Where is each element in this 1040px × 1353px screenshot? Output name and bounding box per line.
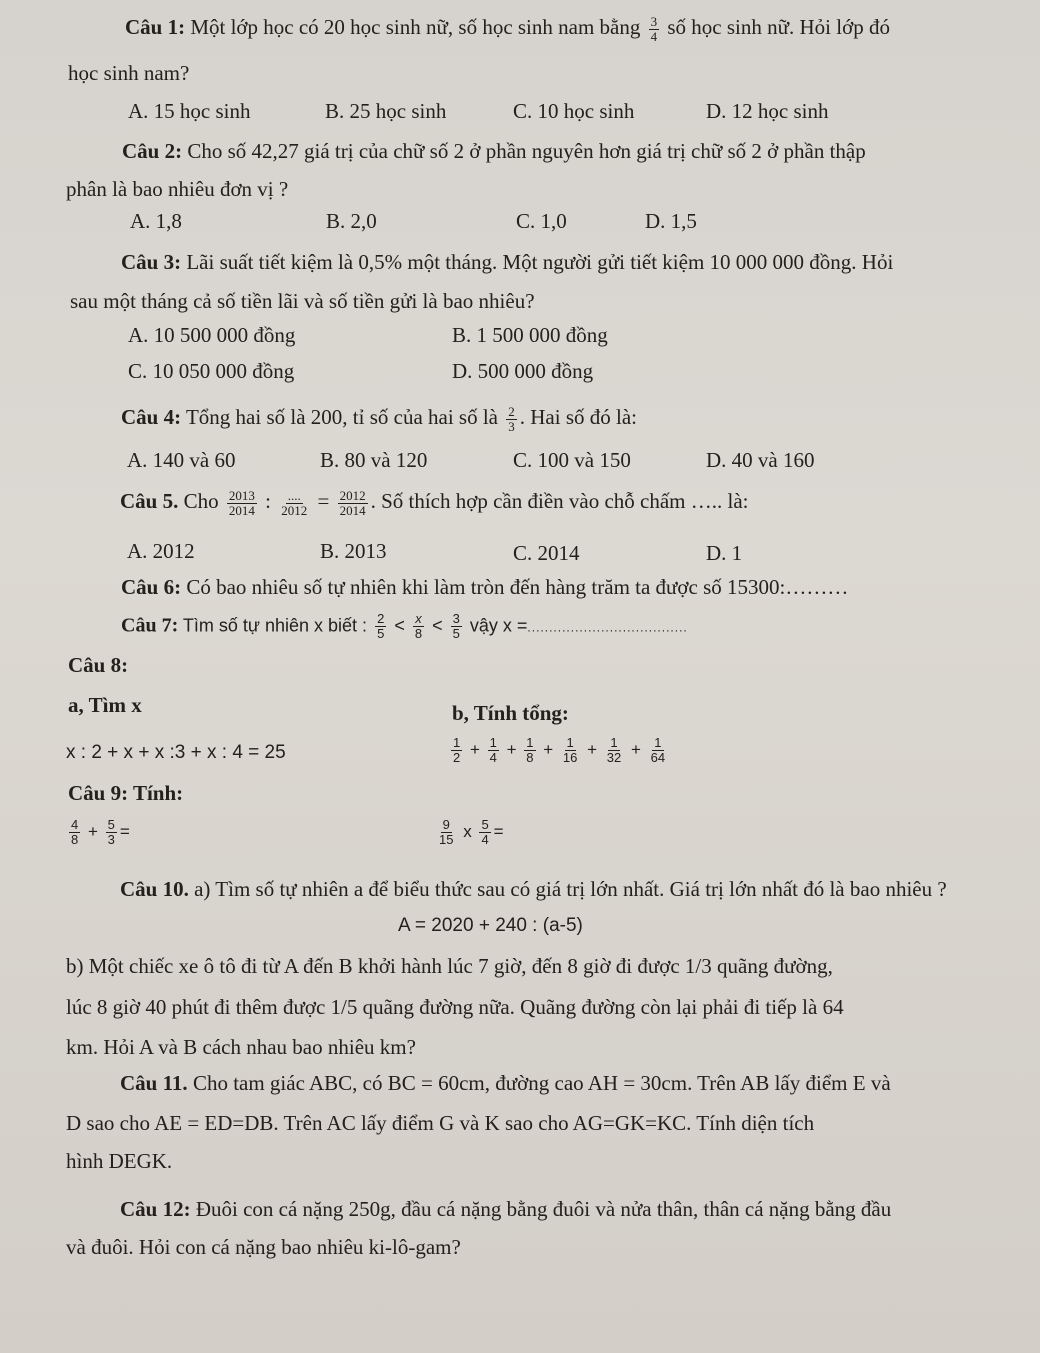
q9-e1-eq: = xyxy=(119,821,130,841)
q10-text: a) Tìm số tự nhiên a để biểu thức sau có giá trị lớn nhất. Giá trị lớn nhất đó là bao nhiêu ? xyxy=(194,877,947,901)
q3-option-a: A. 10 500 000 đồng xyxy=(128,323,296,347)
q8b-frac-4-num: 1 xyxy=(566,735,574,750)
q4-line1 xyxy=(121,404,637,434)
q9-e1-f2-den: 3 xyxy=(107,832,115,847)
q5-f2-num: .... xyxy=(287,487,301,503)
q9-e2-f2-num: 5 xyxy=(481,817,489,832)
q8b-plus-4: + xyxy=(587,739,598,759)
q9-e2-f2-den: 4 xyxy=(481,832,489,847)
q8b-frac-6-num: 1 xyxy=(654,735,662,750)
q4-text-b: . Hai số đó là: xyxy=(519,405,637,429)
q2-option-c: C. 1,0 xyxy=(516,209,567,233)
q2-option-b: B. 2,0 xyxy=(326,209,377,233)
q9-e1-f1-num: 4 xyxy=(71,817,79,832)
q10-b-line1: b) Một chiếc xe ô tô đi từ A đến B khởi hành lúc 7 giờ, đến 8 giờ đi được 1/3 quãng đường, xyxy=(66,954,833,978)
q7-f2-den: 8 xyxy=(414,626,423,641)
q3-option-c: C. 10 050 000 đồng xyxy=(128,359,295,383)
q8b-plus-5: + xyxy=(631,739,641,759)
q10-label: Câu 10. xyxy=(120,877,189,901)
q11-line1 xyxy=(120,1070,891,1096)
q4-option-a: A. 140 và 60 xyxy=(127,448,236,472)
q8a-expression: x : 2 + x + x :3 + x : 4 = 25 xyxy=(66,742,286,763)
q9-e2-f1-num: 9 xyxy=(442,817,450,832)
q2-text: Cho số 42,27 giá trị của chữ số 2 ở phần nguyên hơn giá trị chữ số 2 ở phần thập xyxy=(187,139,866,163)
q9-e2-frac-2 xyxy=(479,818,490,847)
q8-label: Câu 8: xyxy=(68,653,129,677)
q5-colon: : xyxy=(265,489,271,513)
q4-option-d: D. 40 và 160 xyxy=(706,448,815,472)
q7-f1-den: 5 xyxy=(377,626,385,641)
q1-frac-den: 4 xyxy=(650,28,658,44)
q1-line1 xyxy=(125,14,890,44)
q1-fraction xyxy=(649,15,660,44)
q12-label: Câu 12: xyxy=(120,1197,191,1221)
q9-e1-frac-2 xyxy=(106,818,117,847)
q1-option-b: B. 25 học sinh xyxy=(325,99,447,123)
q3-line1 xyxy=(121,249,893,275)
q5-fraction-3 xyxy=(338,489,368,518)
q9-e1-op: + xyxy=(87,821,98,841)
q8b-frac-3-num: 1 xyxy=(526,735,534,750)
q7-lt-1: < xyxy=(394,615,405,636)
q8b-frac-3 xyxy=(524,736,535,765)
q1-line2: học sinh nam? xyxy=(68,61,190,85)
q6-label: Câu 6: xyxy=(121,575,182,599)
q5-f1-den: 2014 xyxy=(228,502,255,518)
q10-expression: A = 2020 + 240 : (a-5) xyxy=(398,915,583,936)
q5-f1-num: 2013 xyxy=(228,487,255,503)
q5-text-b: . Số thích hợp cần điền vào chỗ chấm ….. là: xyxy=(370,489,749,513)
q4-frac-num: 2 xyxy=(508,403,515,419)
q8b-frac-1-num: 1 xyxy=(453,735,461,750)
q12-text: Đuôi con cá nặng 250g, đầu cá nặng bằng đuôi và nửa thân, thân cá nặng bằng đầu xyxy=(195,1197,892,1221)
q2-label: Câu 2: xyxy=(122,139,183,163)
q4-fraction xyxy=(506,405,517,434)
q5-fraction-1 xyxy=(227,489,257,518)
q4-label: Câu 4: xyxy=(121,405,182,429)
q5-line1 xyxy=(120,488,749,518)
q9-e1-f2-num: 5 xyxy=(107,817,115,832)
q8b-plus-2: + xyxy=(506,739,517,759)
q11-line2: D sao cho AE = ED=DB. Trên AC lấy điểm G và K sao cho AG=GK=KC. Tính diện tích xyxy=(66,1111,815,1135)
q9-e2-f1-den: 15 xyxy=(439,832,454,847)
q5-option-d: D. 1 xyxy=(706,541,743,565)
q9-e2-eq: = xyxy=(493,821,504,841)
q7-fraction-2 xyxy=(413,612,424,641)
q4-text-a: Tổng hai số là 200, tỉ số của hai số là xyxy=(185,405,498,429)
q7-lt-2: < xyxy=(432,615,443,636)
q2-line2: phân là bao nhiêu đơn vị ? xyxy=(66,177,289,201)
q1-text-a: Một lớp học có 20 học sinh nữ, số học sinh nam bằng xyxy=(190,15,641,39)
q5-f2-den: 2012 xyxy=(281,502,308,518)
q10-b-line3: km. Hỏi A và B cách nhau bao nhiêu km? xyxy=(66,1035,416,1059)
q1-option-a: A. 15 học sinh xyxy=(128,99,251,123)
q1-frac-num: 3 xyxy=(650,13,658,29)
q1-option-d: D. 12 học sinh xyxy=(706,99,829,123)
q5-f3-num: 2012 xyxy=(339,487,366,503)
q3-option-d: D. 500 000 đồng xyxy=(452,359,594,383)
q1-option-c: C. 10 học sinh xyxy=(513,99,635,123)
q8b-frac-5 xyxy=(605,736,623,765)
q7-f2-num: x xyxy=(415,611,422,626)
q7-fraction-3 xyxy=(451,612,462,641)
q8b-label: b, Tính tổng: xyxy=(452,701,569,725)
q5-option-b: B. 2013 xyxy=(320,539,387,563)
q7-fraction-1 xyxy=(375,612,386,641)
q2-line1 xyxy=(122,138,866,164)
q3-line2: sau một tháng cả số tiền lãi và số tiền gửi là bao nhiêu? xyxy=(70,289,535,313)
q5-equals: = xyxy=(317,489,330,513)
q8b-frac-5-den: 32 xyxy=(606,750,622,765)
q7-f1-num: 2 xyxy=(377,611,385,626)
q8b-expression xyxy=(448,736,670,765)
q7-answer-blank: ..................................... xyxy=(527,620,688,635)
q8b-frac-2 xyxy=(488,736,499,765)
q11-text: Cho tam giác ABC, có BC = 60cm, đường cao AH = 30cm. Trên AB lấy điểm E và xyxy=(192,1071,891,1095)
q4-frac-den: 3 xyxy=(508,418,515,434)
q3-label: Câu 3: xyxy=(121,250,182,274)
q10-b-line2: lúc 8 giờ 40 phút đi thêm được 1/5 quãng đường nữa. Quãng đường còn lại phải đi tiếp là 64 xyxy=(66,995,844,1019)
q8b-frac-1-den: 2 xyxy=(453,750,461,765)
q7-f3-den: 5 xyxy=(452,626,460,641)
q8b-frac-2-den: 4 xyxy=(489,750,497,765)
q4-option-c: C. 100 và 150 xyxy=(513,448,631,472)
q7-f3-num: 3 xyxy=(452,611,460,626)
q2-option-a: A. 1,8 xyxy=(130,209,182,233)
q3-option-b: B. 1 500 000 đồng xyxy=(452,323,608,347)
q5-option-c: C. 2014 xyxy=(513,541,580,565)
q8a-label: a, Tìm x xyxy=(68,693,142,717)
q8b-frac-6 xyxy=(649,736,667,765)
q8b-frac-2-num: 1 xyxy=(489,735,497,750)
q9-expression-2 xyxy=(434,818,504,847)
q8b-frac-4 xyxy=(561,736,579,765)
q12-line2: và đuôi. Hỏi con cá nặng bao nhiêu ki-lô-gam? xyxy=(66,1235,461,1259)
q6-line xyxy=(121,574,848,600)
q5-fraction-2 xyxy=(279,489,309,518)
q5-option-a: A. 2012 xyxy=(127,539,195,563)
q11-label: Câu 11. xyxy=(120,1071,188,1095)
q3-text: Lãi suất tiết kiệm là 0,5% một tháng. Một người gửi tiết kiệm 10 000 000 đồng. Hỏi xyxy=(186,250,894,274)
q1-text-b: số học sinh nữ. Hỏi lớp đó xyxy=(667,15,890,39)
q8b-frac-4-den: 16 xyxy=(562,750,578,765)
q7-label: Câu 7: xyxy=(121,614,179,637)
q9-label: Câu 9: Tính: xyxy=(68,781,184,805)
q7-text-a: Tìm số tự nhiên x biết : xyxy=(182,615,368,636)
q9-e2-frac-1 xyxy=(437,818,455,847)
q5-label: Câu 5. xyxy=(120,489,179,513)
q1-label: Câu 1: xyxy=(125,15,186,39)
q6-text: Có bao nhiêu số tự nhiên khi làm tròn đến hàng trăm ta được số 15300:……… xyxy=(186,575,849,599)
q10-line1 xyxy=(120,876,947,902)
q5-text-a: Cho xyxy=(183,489,219,513)
q5-f3-den: 2014 xyxy=(339,502,366,518)
q11-line3: hình DEGK. xyxy=(66,1149,173,1173)
q8b-frac-3-den: 8 xyxy=(526,750,534,765)
q8b-frac-5-num: 1 xyxy=(610,735,618,750)
q9-e1-f1-den: 8 xyxy=(71,832,79,847)
q8b-frac-6-den: 64 xyxy=(650,750,666,765)
q2-option-d: D. 1,5 xyxy=(645,209,697,233)
q8b-plus-1: + xyxy=(469,739,480,759)
q7-text-b: vậy x = xyxy=(469,615,528,636)
q9-e1-frac-1 xyxy=(69,818,80,847)
q9-e2-op: x xyxy=(463,821,472,841)
q4-option-b: B. 80 và 120 xyxy=(320,448,428,472)
q12-line1 xyxy=(120,1196,891,1222)
q7-line xyxy=(121,612,688,641)
q9-expression-1 xyxy=(66,818,130,847)
q8b-plus-3: + xyxy=(543,739,554,759)
q8b-frac-1 xyxy=(451,736,462,765)
